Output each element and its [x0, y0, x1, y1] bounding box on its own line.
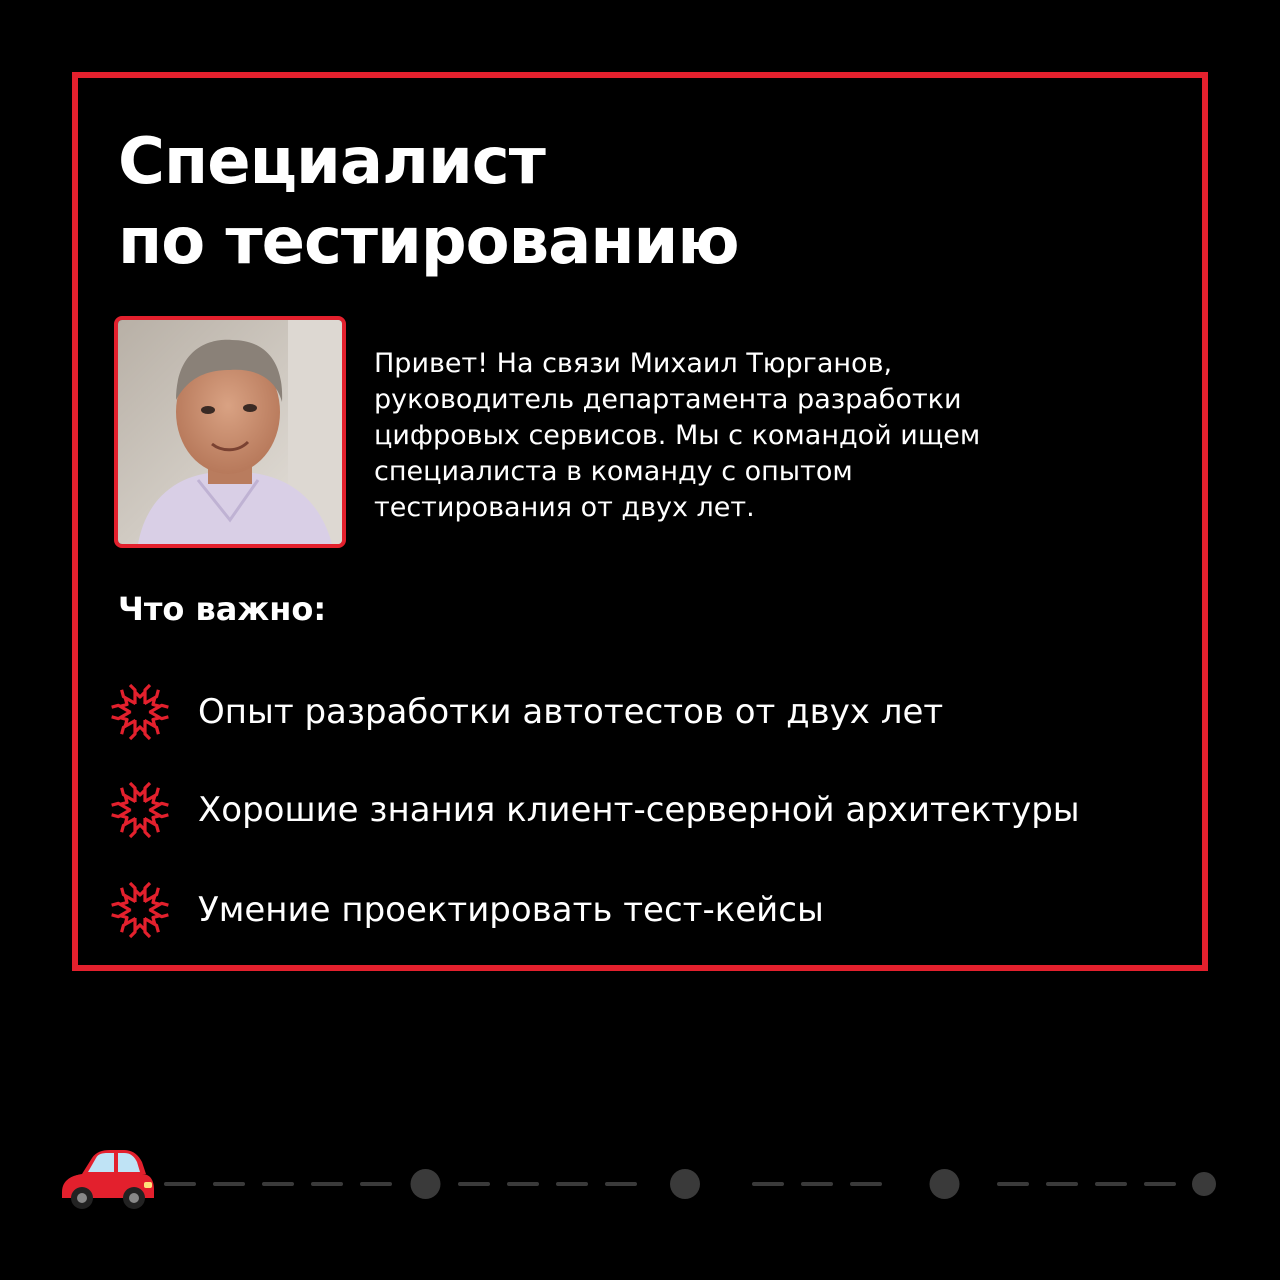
title-line-1: Специалист — [118, 125, 545, 199]
intro-line: руководитель департамента разработки — [374, 384, 962, 415]
intro-line: цифровых сервисов. Мы с командой ищем — [374, 420, 981, 451]
title-line-2: по тестированию — [118, 205, 739, 279]
intro-text — [374, 346, 1154, 526]
requirement-text: Опыт разработки автотестов от двух лет — [198, 692, 944, 732]
section-title: Что важно: — [118, 590, 327, 628]
car-icon — [62, 1150, 154, 1209]
requirement-item — [110, 682, 943, 742]
vacancy-card — [72, 72, 1208, 971]
star-bullet-icon — [110, 780, 170, 840]
star-bullet-icon — [110, 880, 170, 940]
progress-step-dot — [1192, 1172, 1216, 1196]
requirement-text: Умение проектировать тест-кейсы — [198, 890, 824, 930]
progress-step-dot — [930, 1169, 960, 1199]
intro-line: специалиста в команду с опытом — [374, 456, 853, 487]
intro-line: тестирования от двух лет. — [374, 492, 755, 523]
intro-line: Привет! На связи Михаил Тюрганов, — [374, 348, 893, 379]
progress-step-dot — [670, 1169, 700, 1199]
progress-step-dot — [411, 1169, 441, 1199]
requirement-item — [110, 880, 824, 940]
avatar — [114, 316, 346, 548]
progress-track — [58, 1136, 1228, 1216]
requirement-item — [110, 780, 1080, 840]
requirement-text: Хорошие знания клиент-серверной архитектуры — [198, 790, 1080, 830]
star-bullet-icon — [110, 682, 170, 742]
page-title — [118, 122, 739, 282]
